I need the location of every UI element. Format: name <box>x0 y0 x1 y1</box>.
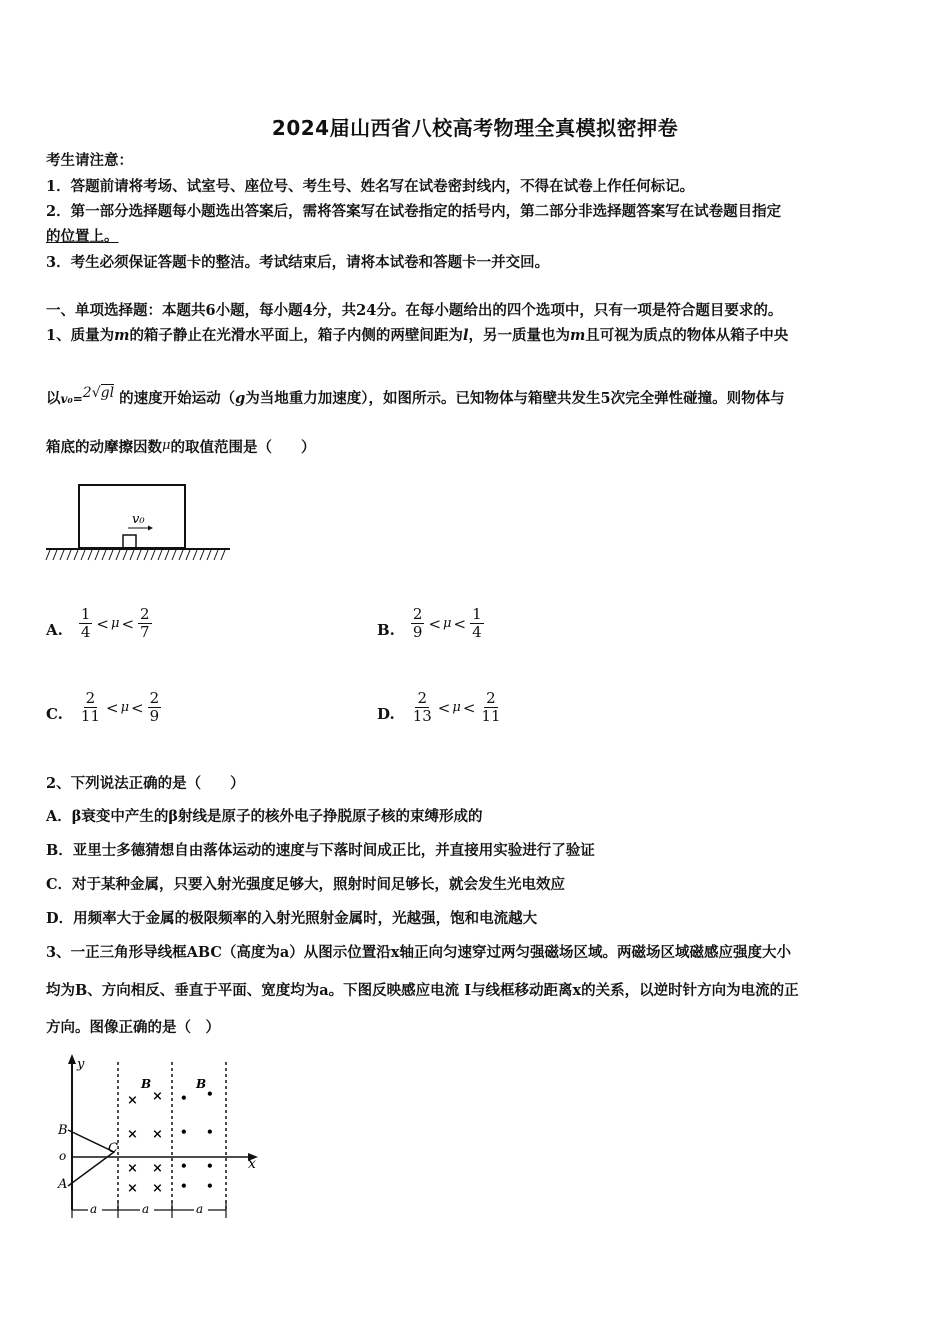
svg-text:•: • <box>206 1179 214 1193</box>
page-title: 2024届山西省八校高考物理全真模拟密押卷 <box>271 116 679 140</box>
q1-line-3: 箱底的动摩擦因数μ的取值范围是（ ） <box>46 438 316 456</box>
q2-option-b[interactable]: B．亚里士多德猜想自由落体运动的速度与下落时间成正比，并直接用实验进行了验证 <box>46 842 595 859</box>
svg-text:•: • <box>206 1125 214 1139</box>
section-heading: 一、单项选择题：本题共6小题，每小题4分，共24分。在每小题给出的四个选项中，只有一项是符合题目要求的。 <box>46 302 783 319</box>
q1-option-d[interactable]: D. $\frac{2}{13}$ < μ < $\frac{2}{11}$ <box>377 689 501 725</box>
block <box>123 535 136 548</box>
q1-option-c[interactable]: C. $\frac{2}{11}$ < μ < $\frac{2}{9}$ <box>46 689 160 725</box>
vertex-c-label: C <box>108 1141 118 1156</box>
origin-label: o <box>59 1149 67 1163</box>
svg-text:×: × <box>152 1181 163 1196</box>
q1-line-1: 1、质量为m的箱子静止在光滑水平面上，箱子内侧的两壁间距为l，另一质量也为m且可视为质点的物体从箱子中央 <box>46 327 789 344</box>
q1-line-2: 以v₀=2√gl 的速度开始运动（g为当地重力加速度），如图所示。已知物体与箱壁共发生5次完全弹性碰撞。则物体与 <box>46 385 785 407</box>
q2-option-a[interactable]: A．β衰变中产生的β射线是原子的核外电子挣脱原子核的束缚形成的 <box>46 808 483 825</box>
svg-text:×: × <box>152 1161 163 1176</box>
q1-option-a[interactable]: A. $\frac{1}{4}$ < μ < $\frac{2}{7}$ <box>46 605 150 641</box>
width-a-2: a <box>142 1202 150 1216</box>
svg-text:×: × <box>127 1127 138 1142</box>
svg-text:•: • <box>180 1091 188 1105</box>
svg-text:×: × <box>152 1089 163 1104</box>
field1-crosses <box>127 1089 163 1196</box>
q2-option-d[interactable]: D．用频率大于金属的极限频率的入射光照射金属时，光越强，饱和电流越大 <box>46 910 538 927</box>
v0-label: v₀ <box>132 512 145 527</box>
q2-stem: 2、下列说法正确的是（ ） <box>46 775 245 792</box>
triangle-abc <box>68 1130 114 1186</box>
q3-line-3: 方向。图像正确的是（ ） <box>46 1019 220 1036</box>
x-label: x <box>248 1156 256 1172</box>
y-label: y <box>77 1057 85 1072</box>
field1-label: B <box>141 1077 152 1091</box>
width-a-1: a <box>90 1202 98 1216</box>
notice-item-2-cont: 的位置上。 <box>46 228 119 245</box>
q3-line-2: 均为B、方向相反、垂直于平面、宽度均为a。下图反映感应电流 I与线框移动距离x的关系，以逆时针方向为电流的正 <box>46 982 799 999</box>
ground-hatch <box>46 550 225 560</box>
svg-text:×: × <box>152 1127 163 1142</box>
q1-box-figure <box>44 482 234 564</box>
notice-heading: 考生请注意： <box>46 152 133 169</box>
q3-field-figure <box>54 1050 269 1222</box>
q2-option-c[interactable]: C．对于某种金属，只要入射光强度足够大，照射时间足够长，就会发生光电效应 <box>46 876 566 893</box>
q1-option-b[interactable]: B. $\frac{2}{9}$ < μ < $\frac{1}{4}$ <box>377 605 482 641</box>
field2-label: B <box>196 1077 207 1091</box>
notice-item-2: 2．第一部分选择题每小题选出答案后，需将答案写在试卷指定的括号内，第二部分非选择题答案写在试卷题目指定 <box>46 203 782 220</box>
svg-text:•: • <box>180 1159 188 1173</box>
notice-item-1: 1．答题前请将考场、试室号、座位号、考生号、姓名写在试卷密封线内，不得在试卷上作任何标记。 <box>46 178 695 195</box>
svg-text:×: × <box>127 1161 138 1176</box>
svg-text:×: × <box>127 1181 138 1196</box>
notice-item-3: 3．考生必须保证答题卡的整洁。考试结束后，请将本试卷和答题卡一并交回。 <box>46 254 550 271</box>
vertex-b-label: B <box>58 1123 68 1138</box>
q3-line-1: 3、一正三角形导线框ABC（高度为a）从图示位置沿x轴正向匀速穿过两匀强磁场区域。两磁场区域磁感应强度大小 <box>46 944 791 961</box>
field2-dots <box>180 1087 214 1193</box>
svg-text:×: × <box>127 1093 138 1108</box>
width-a-3: a <box>196 1202 204 1216</box>
vertex-a-label: A <box>58 1177 68 1192</box>
svg-text:•: • <box>206 1159 214 1173</box>
svg-text:•: • <box>206 1087 214 1101</box>
svg-text:•: • <box>180 1125 188 1139</box>
svg-text:•: • <box>180 1179 188 1193</box>
